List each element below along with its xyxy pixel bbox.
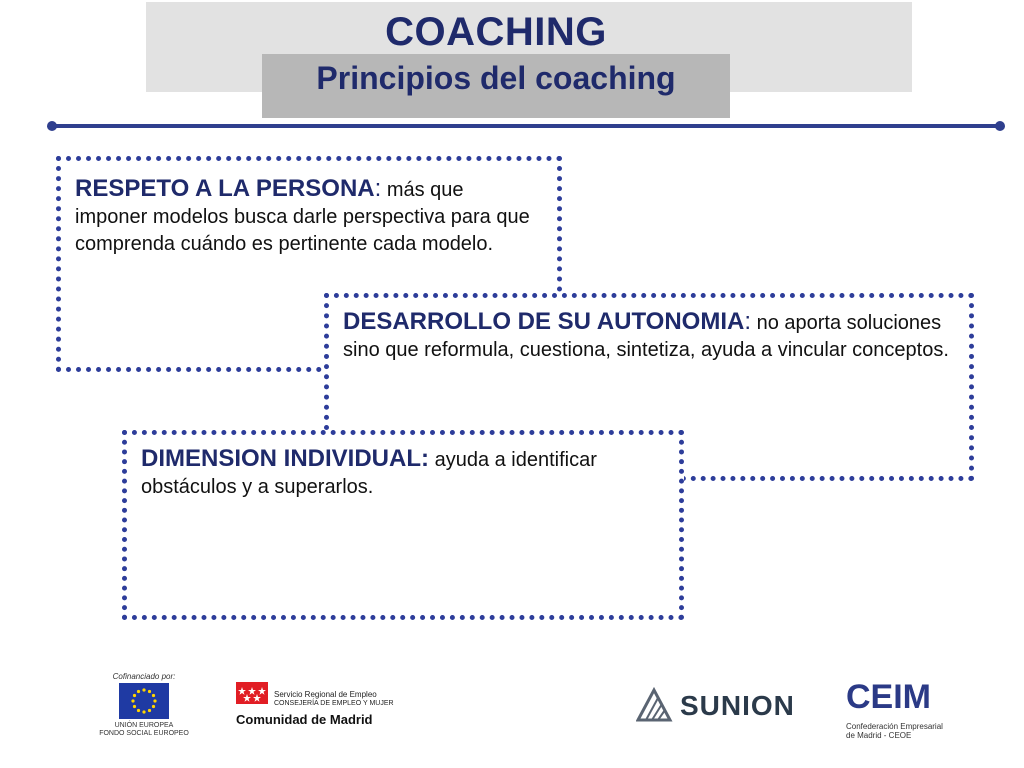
eu-fund-label: FONDO SOCIAL EUROPEO	[99, 730, 189, 737]
divider-line	[52, 124, 1000, 128]
principle-heading: RESPETO A LA PERSONA	[75, 175, 375, 202]
principle-heading: DESARROLLO DE SU AUTONOMIA	[343, 308, 745, 335]
principle-text	[141, 445, 665, 501]
sunion-logo-icon	[636, 686, 676, 724]
sunion-logo	[636, 686, 812, 724]
ceim-logo	[846, 678, 946, 744]
ceim-subtitle-line1: Confederación Empresarial	[846, 722, 943, 731]
page-subtitle: Principios del coaching	[316, 60, 676, 96]
principle-card-dimension	[122, 430, 684, 620]
heading-separator: :	[744, 308, 752, 335]
principle-body: ayuda a identificar obstáculos y a superarlos.	[141, 449, 597, 498]
ceim-name: CEIM	[846, 678, 931, 716]
madrid-logo	[236, 682, 416, 730]
divider-right-dot	[995, 121, 1005, 131]
eu-logo	[98, 672, 190, 742]
madrid-department-label: CONSEJERÍA DE EMPLEO Y MUJER	[274, 700, 394, 707]
madrid-service-label: Servicio Regional de Empleo	[274, 690, 377, 699]
page-title: COACHING	[385, 10, 607, 54]
heading-separator: :	[374, 175, 382, 202]
eu-flag-icon	[119, 683, 169, 719]
principle-heading: DIMENSION INDIVIDUAL	[141, 445, 422, 472]
madrid-flag-icon	[236, 682, 268, 704]
eu-cofinanced-label: Cofinanciado por:	[112, 672, 176, 681]
madrid-name-label: Comunidad de Madrid	[236, 712, 373, 727]
eu-union-label: UNIÓN EUROPEA	[114, 722, 174, 729]
ceim-subtitle	[846, 722, 946, 740]
heading-separator: :	[421, 445, 430, 472]
ceim-subtitle-line2: de Madrid - CEOE	[846, 731, 912, 740]
principle-text	[75, 175, 541, 258]
sunion-name: SUNION	[680, 690, 795, 721]
divider-left-dot	[47, 121, 57, 131]
principle-text	[343, 308, 955, 364]
principle-body: no aporta soluciones sino que reformula, cuestiona, sintetiza, ayuda a vincular conceptos.	[343, 312, 949, 361]
principle-body: más que imponer modelos busca darle perspectiva para que comprenda cuándo es pertinente cada modelo.	[75, 179, 530, 255]
